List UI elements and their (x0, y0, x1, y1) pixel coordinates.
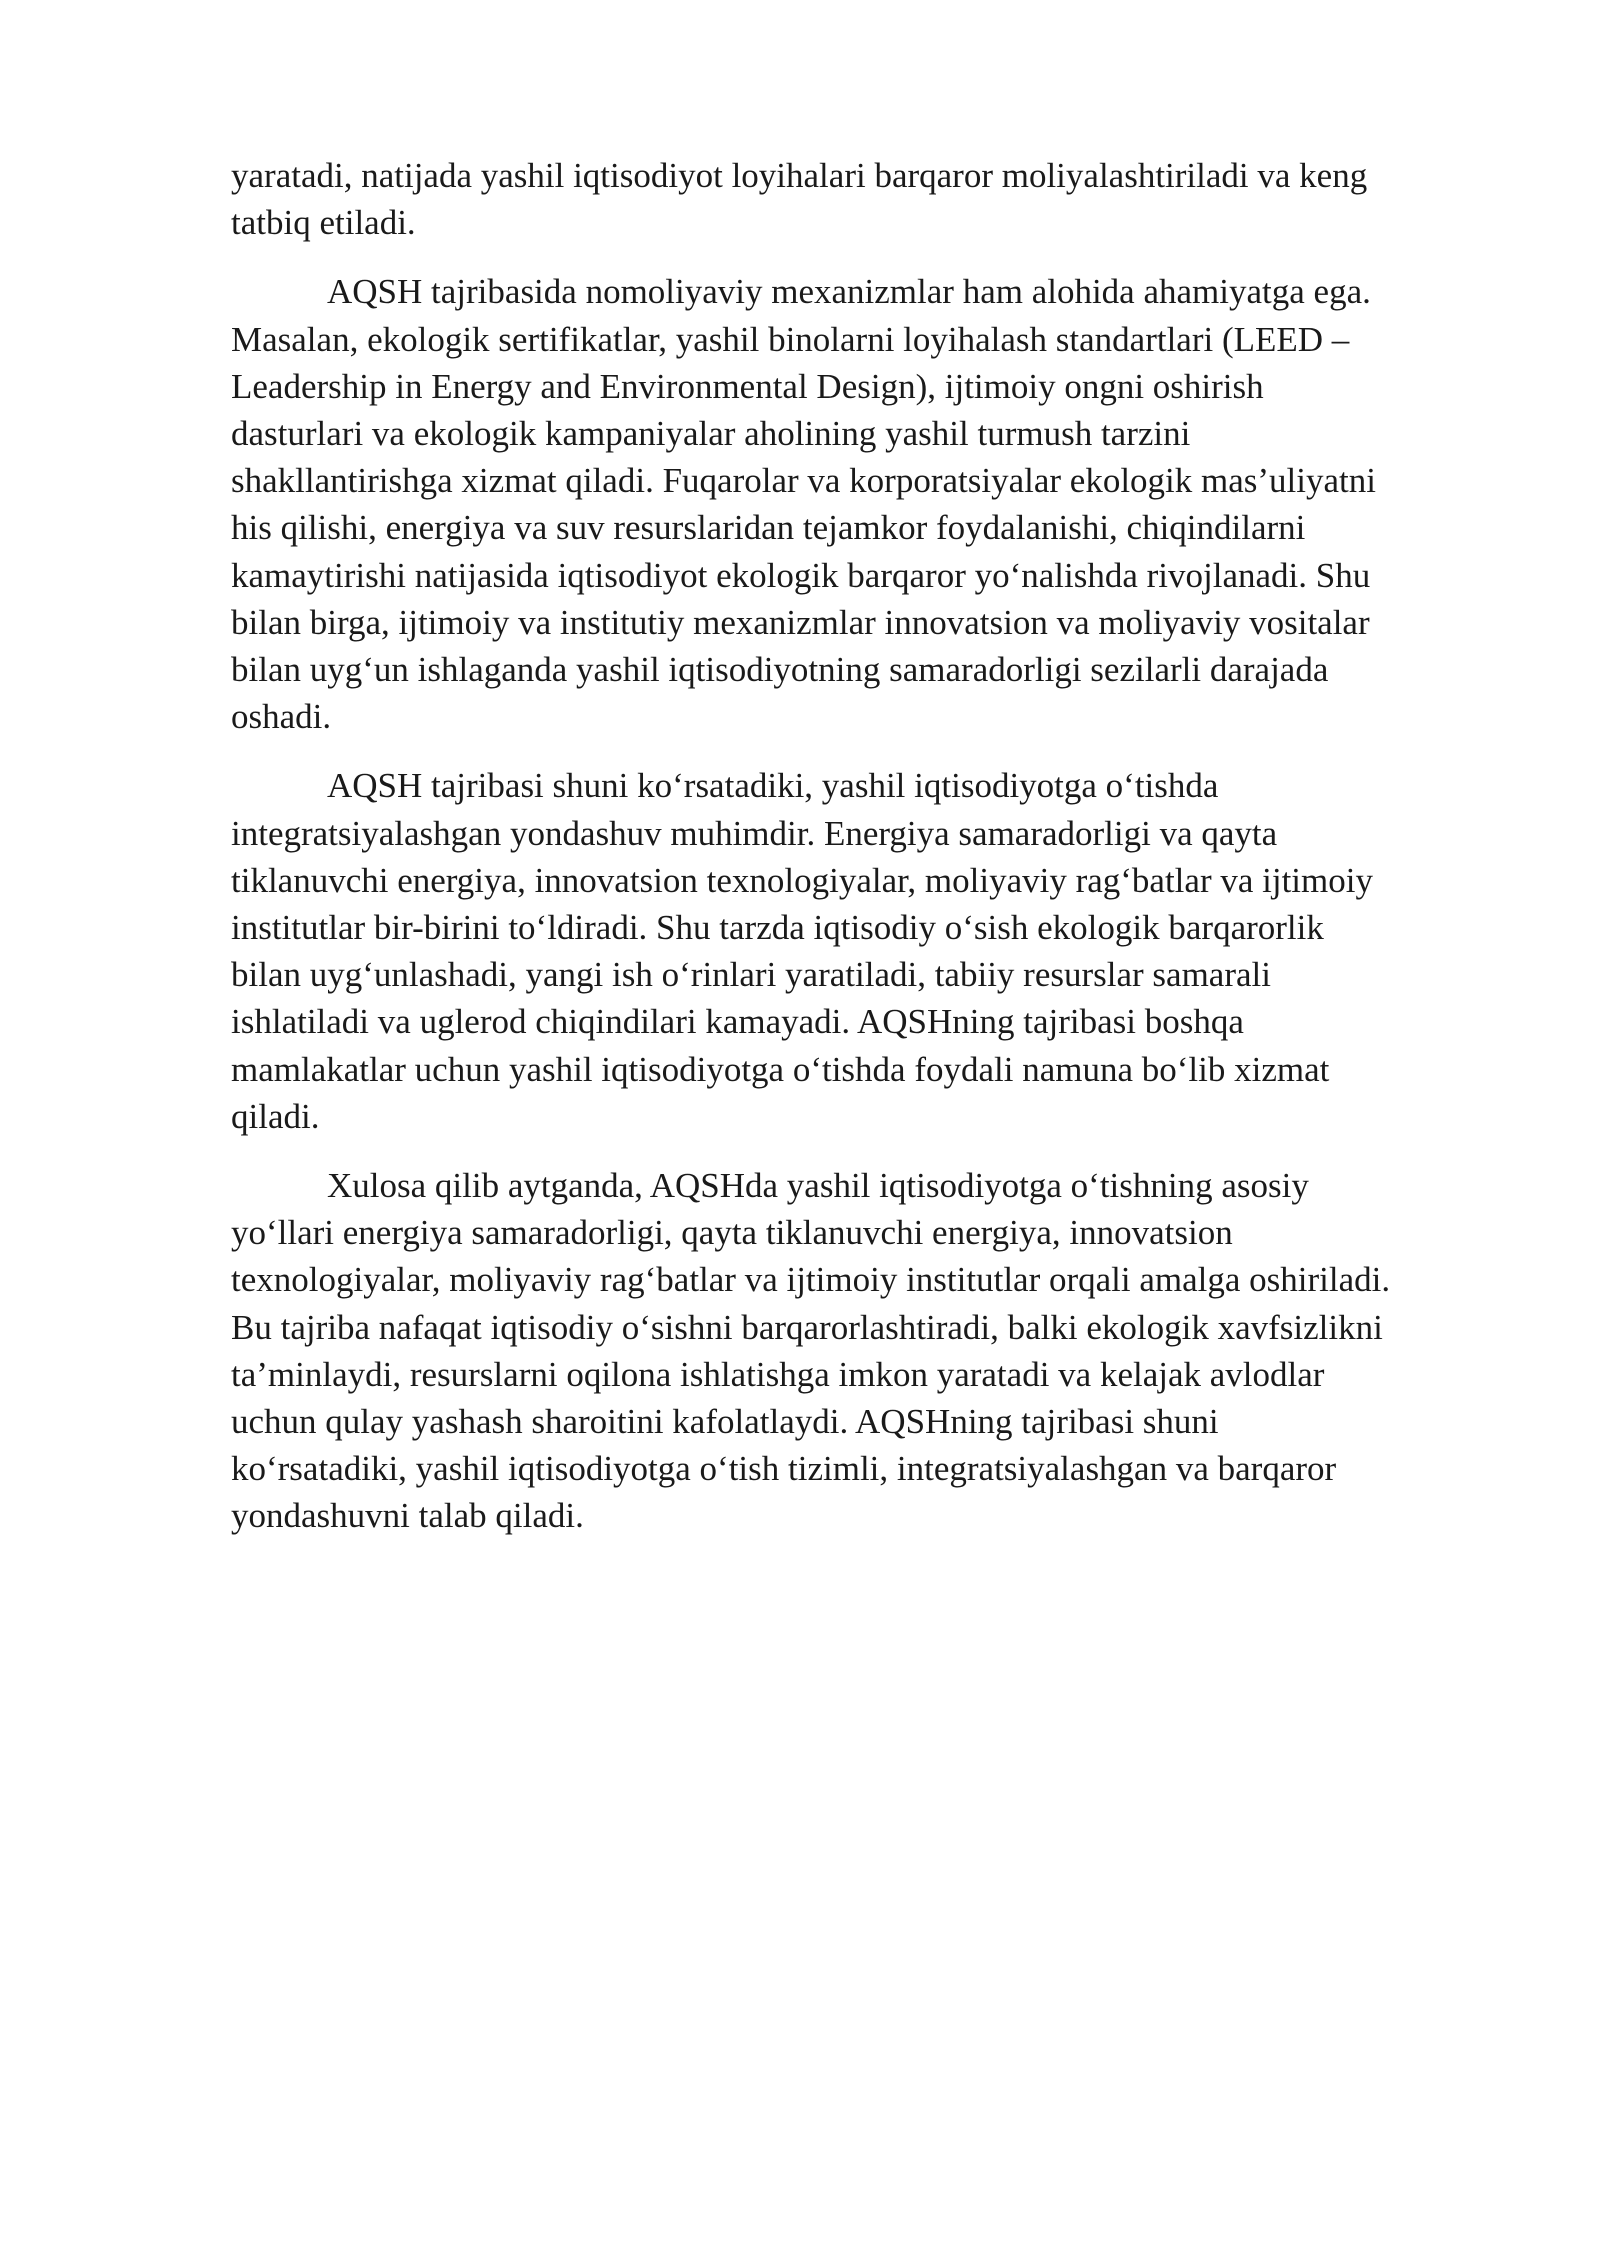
text-line: oshadi. (231, 697, 332, 737)
text-line: Masalan, ekologik sertifikatlar, yashil binolarni loyihalash standartlari (LEED – (231, 319, 1350, 359)
text-line: dasturlari va ekologik kampaniyalar aholining yashil turmush tarzini (231, 414, 1191, 454)
text-line: bilan birga, ijtimoiy va institutiy mexanizmlar innovatsion va moliyaviy vositalar (231, 602, 1370, 642)
text-line: Leadership in Energy and Environmental Design), ijtimoiy ongni oshirish (231, 366, 1264, 406)
text-line: bilan uyg‘unlashadi, yangi ish o‘rinlari yaratiladi, tabiiy resurslar samarali (231, 955, 1271, 995)
text-line: tiklanuvchi energiya, innovatsion texnologiyalar, moliyaviy rag‘batlar va ijtimoiy (231, 860, 1373, 900)
text-line: Xulosa qilib aytganda, AQSHda yashil iqtisodiyotga o‘tishning asosiy (327, 1166, 1309, 1206)
text-line: ishlatiladi va uglerod chiqindilari kamayadi. AQSHning tajribasi boshqa (231, 1002, 1244, 1042)
paragraph-2 (231, 268, 1501, 740)
paragraph-4 (231, 1162, 1501, 1540)
text-line: his qilishi, energiya va suv resurslaridan tejamkor foydalanishi, chiqindilarni (231, 508, 1306, 548)
text-line: yo‘llari energiya samaradorligi, qayta tiklanuvchi energiya, innovatsion (231, 1213, 1233, 1253)
text-line: shakllantirishga xizmat qiladi. Fuqarolar va korporatsiyalar ekologik mas’uliyatni (231, 461, 1376, 501)
text-line: ko‘rsatadiki, yashil iqtisodiyotga o‘tish tizimli, integratsiyalashgan va barqaror (231, 1449, 1337, 1489)
text-line: yondashuvni talab qiladi. (231, 1496, 584, 1536)
text-line: Bu tajriba nafaqat iqtisodiy o‘sishni barqarorlashtiradi, balki ekologik xavfsizlikni (231, 1307, 1383, 1347)
text-line: institutlar bir-birini to‘ldiradi. Shu tarzda iqtisodiy o‘sish ekologik barqarorlik (231, 908, 1324, 948)
paragraph-1 (231, 152, 1501, 246)
document-body (231, 152, 1501, 1562)
text-line: texnologiyalar, moliyaviy rag‘batlar va ijtimoiy institutlar orqali amalga oshiriladi. (231, 1260, 1391, 1300)
text-line: uchun qulay yashash sharoitini kafolatlaydi. AQSHning tajribasi shuni (231, 1402, 1219, 1442)
text-line: mamlakatlar uchun yashil iqtisodiyotga o‘tishda foydali namuna bo‘lib xizmat (231, 1049, 1330, 1089)
text-line: AQSH tajribasida nomoliyaviy mexanizmlar ham alohida ahamiyatga ega. (327, 272, 1371, 312)
text-line: tatbiq etiladi. (231, 203, 416, 243)
text-line: integratsiyalashgan yondashuv muhimdir. Energiya samaradorligi va qayta (231, 813, 1278, 853)
text-line: qiladi. (231, 1096, 320, 1136)
text-line: kamaytirishi natijasida iqtisodiyot ekologik barqaror yo‘nalishda rivojlanadi. Shu (231, 555, 1371, 595)
text-line: bilan uyg‘un ishlaganda yashil iqtisodiyotning samaradorligi sezilarli darajada (231, 650, 1329, 690)
text-line: AQSH tajribasi shuni ko‘rsatadiki, yashil iqtisodiyotga o‘tishda (327, 766, 1219, 806)
text-line: yaratadi, natijada yashil iqtisodiyot loyihalari barqaror moliyalashtiriladi va keng (231, 156, 1368, 195)
paragraph-3 (231, 762, 1501, 1140)
text-line: ta’minlaydi, resurslarni oqilona ishlatishga imkon yaratadi va kelajak avlodlar (231, 1354, 1325, 1394)
